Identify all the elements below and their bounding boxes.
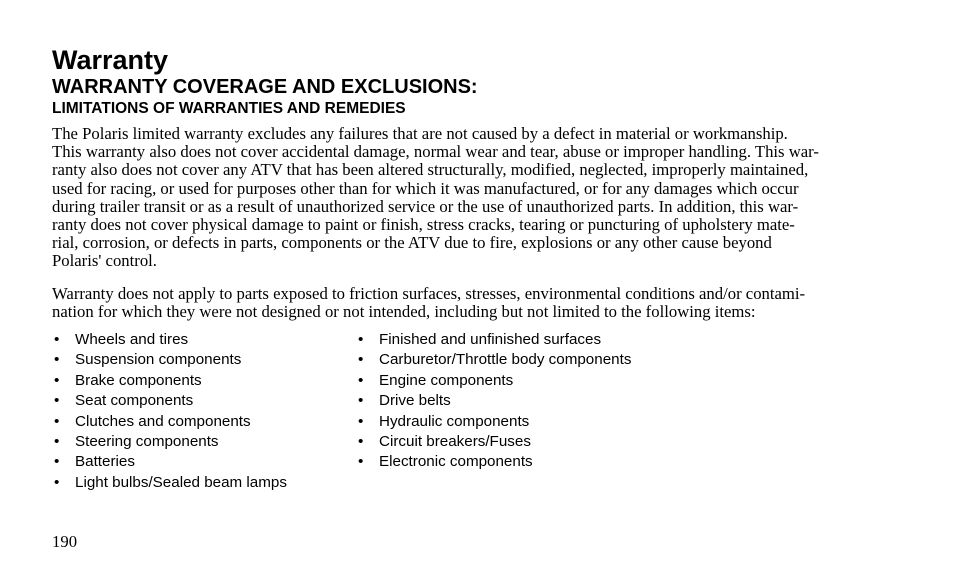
list-item-label: Batteries: [75, 453, 135, 471]
paragraph-line: The Polaris limited warranty excludes any failures that are not caused by a defect in material or workmanship.: [52, 124, 788, 143]
document-page: [52, 0, 892, 588]
list-item-label: Suspension components: [75, 351, 242, 369]
list-item: [52, 432, 287, 452]
paragraph-friction-parts: [52, 285, 888, 321]
list-item-label: Circuit breakers/Fuses: [379, 433, 531, 451]
list-item: [356, 432, 631, 452]
bullet-icon: •: [54, 351, 60, 369]
list-item: [356, 371, 631, 391]
paragraph-line: Polaris' control.: [52, 251, 157, 271]
list-item: [356, 330, 631, 350]
list-item-label: Clutches and components: [75, 412, 251, 430]
paragraph-line: This warranty also does not cover accidental damage, normal wear and tear, abuse or improper handling. This war-: [52, 142, 819, 162]
bullet-icon: •: [54, 371, 60, 389]
list-item-label: Engine components: [379, 371, 514, 389]
list-item: [52, 371, 287, 391]
paragraph-line: ranty does not cover physical damage to paint or finish, stress cracks, tearing or puncturing of upholstery mate-: [52, 215, 795, 235]
bullet-icon: •: [54, 473, 60, 491]
paragraph-line: during trailer transit or as a result of unauthorized service or the use of unauthorized parts. In addition, this war-: [52, 196, 799, 216]
paragraph-line: used for racing, or used for purposes other than for which it was manufactured, or for any damages which occur: [52, 178, 799, 198]
list-item-label: Finished and unfinished surfaces: [379, 331, 602, 348]
list-item-label: Drive belts: [379, 392, 451, 410]
excluded-items-list-right: [356, 330, 631, 473]
list-item-label: Light bulbs/Sealed beam lamps: [75, 473, 287, 491]
paragraph-line: rial, corrosion, or defects in parts, components or the ATV due to fire, explosions or any other cause beyond: [52, 233, 772, 253]
list-item: [356, 350, 631, 370]
bullet-icon: •: [358, 412, 364, 430]
list-item: [52, 350, 287, 370]
bullet-icon: •: [358, 371, 364, 389]
paragraph-line: ranty also does not cover any ATV that has been altered structurally, modified, neglected, improperly maintained,: [52, 160, 809, 180]
list-item-label: Electronic components: [379, 453, 533, 471]
bullet-icon: •: [54, 433, 60, 451]
list-item-label: Steering components: [75, 433, 219, 451]
bullet-icon: •: [358, 453, 364, 471]
list-item-label: Hydraulic components: [379, 412, 530, 430]
list-item: [52, 330, 287, 350]
list-item: [356, 412, 631, 432]
bullet-icon: •: [358, 433, 364, 451]
bullet-icon: •: [54, 453, 60, 471]
list-item: [356, 391, 631, 411]
list-item-label: Brake components: [75, 371, 202, 389]
bullet-icon: •: [54, 412, 60, 430]
paragraph-limited-warranty-exclusions: [52, 125, 888, 271]
bullet-icon: •: [358, 331, 364, 348]
list-item-label: Seat components: [75, 392, 194, 410]
list-item: [356, 452, 631, 472]
bullet-icon: •: [358, 392, 364, 410]
paragraph-line: Warranty does not apply to parts exposed to friction surfaces, stresses, environmental conditions and/or contami-: [52, 284, 806, 303]
bullet-icon: •: [358, 351, 364, 369]
section-heading: WARRANTY COVERAGE AND EXCLUSIONS:: [52, 76, 478, 98]
list-item: [52, 473, 287, 493]
list-item: [52, 452, 287, 472]
page-number: 190: [52, 532, 78, 551]
list-item: [52, 412, 287, 432]
section-subheading: LIMITATIONS OF WARRANTIES AND REMEDIES: [52, 100, 406, 117]
list-item-label: Wheels and tires: [75, 331, 189, 348]
paragraph-line: nation for which they were not designed or not intended, including but not limited to the following items:: [52, 302, 756, 322]
page-title: Warranty: [52, 45, 169, 75]
list-item-label: Carburetor/Throttle body components: [379, 351, 632, 369]
bullet-icon: •: [54, 331, 60, 348]
list-item: [52, 391, 287, 411]
bullet-icon: •: [54, 392, 60, 410]
excluded-items-list-left: [52, 330, 287, 493]
